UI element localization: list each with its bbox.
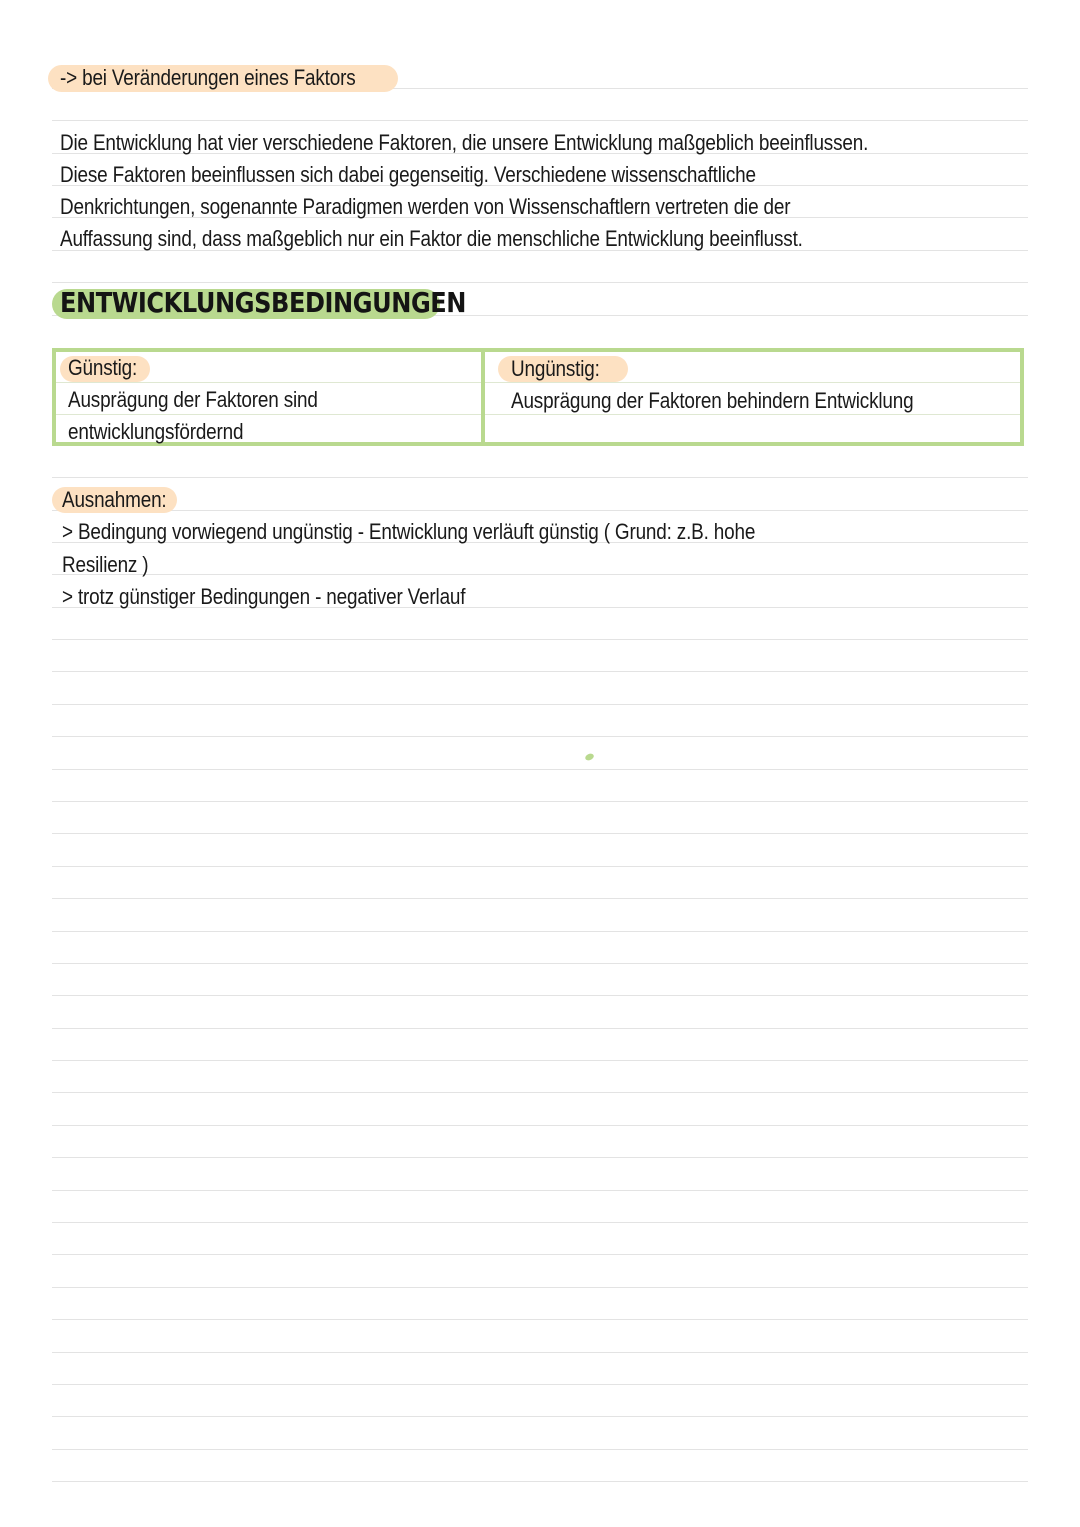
rule-line bbox=[52, 1449, 1028, 1450]
rule-line bbox=[52, 1481, 1028, 1482]
paragraph-line: Diese Faktoren beeinflussen sich dabei gegenseitig. Verschiedene wissenschaftliche bbox=[60, 162, 756, 187]
rule-line bbox=[52, 1254, 1028, 1255]
rule-line bbox=[52, 120, 1028, 121]
exception-item: Resilienz ) bbox=[62, 552, 149, 577]
rule-line bbox=[52, 1060, 1028, 1061]
rule-line bbox=[52, 1157, 1028, 1158]
favorable-text: entwicklungsfördernd bbox=[68, 419, 244, 444]
rule-line bbox=[52, 639, 1028, 640]
rule-line bbox=[52, 801, 1028, 802]
paragraph-line: Die Entwicklung hat vier verschiedene Faktoren, die unsere Entwicklung maßgeblich beeinflussen. bbox=[60, 130, 869, 155]
rule-line bbox=[52, 833, 1028, 834]
rule-line bbox=[52, 866, 1028, 867]
rule-line bbox=[52, 769, 1028, 770]
rule-line bbox=[52, 963, 1028, 964]
rule-line bbox=[52, 510, 1028, 511]
rule-line bbox=[52, 1319, 1028, 1320]
favorable-label: Günstig: bbox=[68, 355, 138, 380]
unfavorable-label: Ungünstig: bbox=[511, 356, 600, 381]
rule-line bbox=[52, 931, 1028, 932]
favorable-text: Ausprägung der Faktoren sind bbox=[68, 387, 318, 412]
rule-line bbox=[52, 898, 1028, 899]
rule-line bbox=[52, 1190, 1028, 1191]
rule-line bbox=[52, 574, 1028, 575]
exception-item: > Bedingung vorwiegend ungünstig - Entwicklung verläuft günstig ( Grund: z.B. hohe bbox=[62, 519, 756, 544]
rule-line bbox=[52, 1092, 1028, 1093]
rule-line bbox=[52, 671, 1028, 672]
table-divider bbox=[481, 352, 485, 442]
rule-line bbox=[52, 995, 1028, 996]
rule-line bbox=[52, 282, 1028, 283]
rule-line bbox=[52, 1416, 1028, 1417]
rule-line bbox=[52, 1222, 1028, 1223]
unfavorable-text: Ausprägung der Faktoren behindern Entwicklung bbox=[511, 388, 914, 413]
exception-item: > trotz günstiger Bedingungen - negativer Verlauf bbox=[62, 584, 466, 609]
rule-line bbox=[52, 1287, 1028, 1288]
intro-note: -> bei Veränderungen eines Faktors bbox=[60, 65, 356, 90]
rule-line bbox=[52, 704, 1028, 705]
section-heading: ENTWICKLUNGSBEDINGUNGEN bbox=[60, 286, 467, 319]
exceptions-label: Ausnahmen: bbox=[62, 487, 167, 512]
rule-line bbox=[52, 736, 1028, 737]
rule-line bbox=[52, 1125, 1028, 1126]
paragraph-line: Denkrichtungen, sogenannte Paradigmen werden von Wissenschaftlern vertreten die der bbox=[60, 194, 791, 219]
rule-line bbox=[52, 477, 1028, 478]
rule-line bbox=[52, 1028, 1028, 1029]
paragraph-line: Auffassung sind, dass maßgeblich nur ein Faktor die menschliche Entwicklung beeinflusst. bbox=[60, 226, 803, 251]
rule-line bbox=[52, 1352, 1028, 1353]
rule-line bbox=[52, 1384, 1028, 1385]
